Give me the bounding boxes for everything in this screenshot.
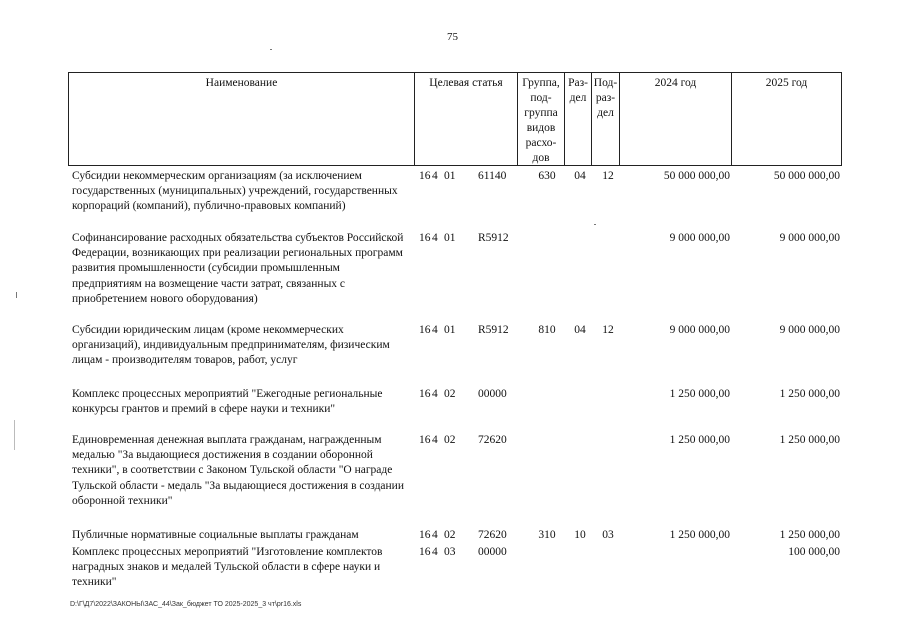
cs-element: 01 <box>444 232 456 244</box>
row-amount-2025: 9 000 000,00 <box>779 324 840 336</box>
header-group-line: дов <box>532 152 550 164</box>
cs-element: 01 <box>444 170 456 182</box>
cs-element: 02 <box>444 388 456 400</box>
header-subsection-line: дел <box>597 107 614 119</box>
cs-direction: R5912 <box>478 324 509 336</box>
cs-element: 01 <box>444 324 456 336</box>
scan-speck <box>16 292 17 298</box>
header-group-line: под- <box>530 92 552 104</box>
scan-speck <box>14 420 15 450</box>
row-group: 310 <box>538 529 556 541</box>
table-header <box>68 72 842 166</box>
header-group-line: группа <box>524 107 558 119</box>
row-subsection: 03 <box>602 529 614 541</box>
header-year-2025: 2025 год <box>765 77 808 89</box>
cs-direction: 72620 <box>478 434 507 446</box>
row-amount-2024: 1 250 000,00 <box>669 529 730 541</box>
row-amount-2024: 9 000 000,00 <box>669 324 730 336</box>
cs-type: 4 <box>432 232 438 244</box>
header-year-2024: 2024 год <box>620 73 732 165</box>
cs-program: 16 <box>419 388 431 400</box>
row-section: 10 <box>574 529 586 541</box>
cs-direction: R5912 <box>478 232 509 244</box>
cs-element: 02 <box>444 434 456 446</box>
header-target-article: Целевая статья <box>415 73 518 165</box>
cs-element: 02 <box>444 529 456 541</box>
row-name: Публичные нормативные социальные выплаты гражданам <box>72 529 359 541</box>
header-group-line: видов <box>526 122 556 134</box>
cs-direction: 00000 <box>478 546 507 558</box>
cs-program: 16 <box>419 546 431 558</box>
cs-type: 4 <box>432 529 438 541</box>
row-name: Комплекс процессных мероприятий "Ежегодные региональные конкурсы грантов и премий в сфере науки и техники" <box>72 388 383 416</box>
row-subsection: 12 <box>602 324 614 336</box>
row-amount-2025: 50 000 000,00 <box>773 170 840 182</box>
header-group-line: Группа, <box>522 77 560 89</box>
row-amount-2024: 1 250 000,00 <box>669 388 730 400</box>
row-name: Комплекс процессных мероприятий "Изготовление комплектов наградных знаков и медалей Тульской области в сфере науки и техники" <box>72 546 383 589</box>
cs-program: 16 <box>419 434 431 446</box>
row-amount-2025: 1 250 000,00 <box>779 388 840 400</box>
cs-type: 4 <box>432 546 438 558</box>
header-section <box>565 73 592 165</box>
cs-program: 16 <box>419 324 431 336</box>
scan-speck <box>270 49 272 50</box>
file-path-footer: D:\Г\Д7\2022\ЗАКОНЫ\ЗАС_44\Зак_бюджет ТО 2025-2025_3 чт\pr16.xls <box>70 601 302 608</box>
cs-type: 4 <box>432 388 438 400</box>
cs-direction: 72620 <box>478 529 507 541</box>
header-subsection-line: Под- <box>593 77 618 89</box>
row-section: 04 <box>574 170 586 182</box>
cs-program: 16 <box>419 170 431 182</box>
cs-type: 4 <box>432 434 438 446</box>
cs-program: 16 <box>419 232 431 244</box>
header-name: Наименование <box>69 73 415 165</box>
cs-direction: 61140 <box>478 170 507 182</box>
row-amount-2025: 100 000,00 <box>788 546 840 558</box>
row-group: 810 <box>538 324 556 336</box>
row-amount-2025: 9 000 000,00 <box>779 232 840 244</box>
scan-speck <box>594 224 596 225</box>
cs-type: 4 <box>432 324 438 336</box>
row-amount-2024: 1 250 000,00 <box>669 434 730 446</box>
cs-type: 4 <box>432 170 438 182</box>
header-section-line: Раз- <box>568 77 588 89</box>
header-expense-group <box>518 73 565 165</box>
cs-element: 03 <box>444 546 456 558</box>
row-amount-2025: 1 250 000,00 <box>779 434 840 446</box>
header-subsection-line: раз- <box>595 92 616 104</box>
row-name: Субсидии юридическим лицам (кроме некоммерческих организаций), индивидуальным предпринимателям, физическим лицам - производителям товаров, работ, услуг <box>72 324 390 367</box>
page-number: 75 <box>447 31 458 43</box>
cs-program: 16 <box>419 529 431 541</box>
row-section: 04 <box>574 324 586 336</box>
row-name: Единовременная денежная выплата гражданам, награжденным медалью "За выдающиеся достижения в создании оборонной техники", в соответствии с Законом Тульской области "О награде Тульской области - медаль "За выдающиеся достижения в создании оборонной техники" <box>72 434 404 507</box>
row-subsection: 12 <box>602 170 614 182</box>
row-amount-2025: 1 250 000,00 <box>779 529 840 541</box>
header-section-line: дел <box>569 92 587 104</box>
row-amount-2024: 50 000 000,00 <box>663 170 730 182</box>
row-group: 630 <box>538 170 556 182</box>
header-subsection <box>592 73 620 165</box>
header-group-line: расхо- <box>525 137 557 149</box>
row-amount-2024: 9 000 000,00 <box>669 232 730 244</box>
row-name: Софинансирование расходных обязательства субъектов Российской Федерации, возникающих при реализации региональных программ развития промышленности (субсидии промышленным предприятиям на возмещение части затрат, связанных с приобретением нового оборудования) <box>72 232 404 305</box>
row-name: Субсидии некоммерческим организациям (за исключением государственных (муниципальных) учреждений, государственных корпораций (компаний), публично-правовых компаний) <box>72 170 398 213</box>
cs-direction: 00000 <box>478 388 507 400</box>
